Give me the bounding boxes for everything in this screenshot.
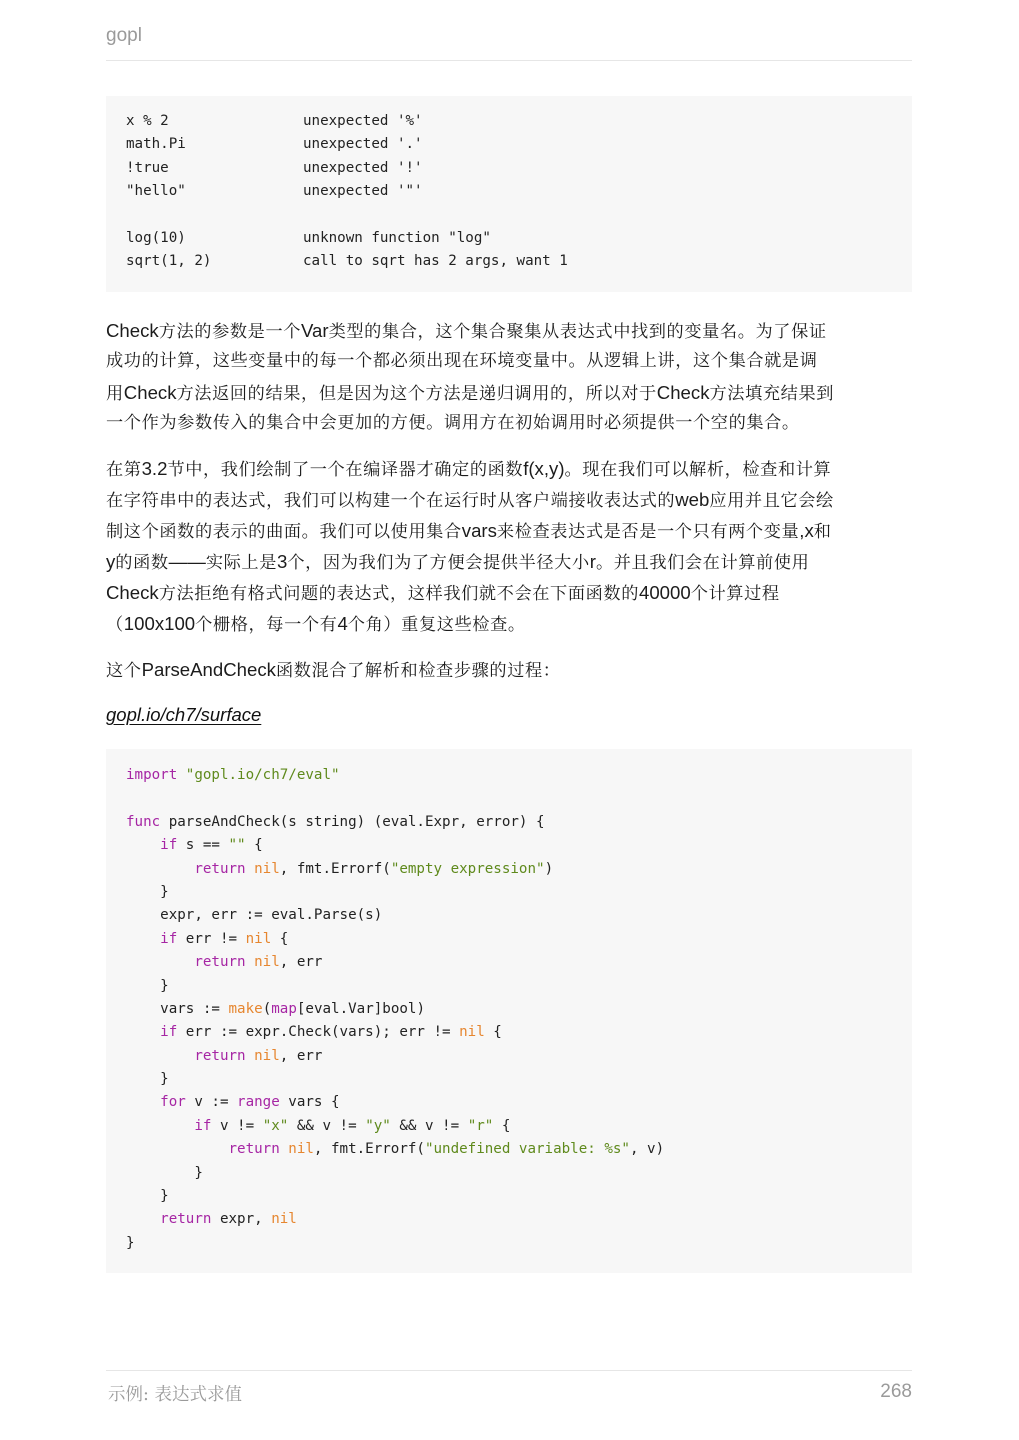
- code-line: return nil, err: [194, 954, 323, 971]
- page-header: [106, 22, 912, 61]
- code-line: }: [160, 883, 169, 900]
- code-line: func parseAndCheck(s string) (eval.Expr, error) {: [126, 813, 545, 830]
- code-line: return expr, nil: [160, 1211, 297, 1228]
- paragraph-line: 制这个函数的表示的曲面。我们可以使用集合vars来检查表达式是否是一个只有两个变量,x和: [106, 520, 832, 542]
- code-line: return nil, err: [194, 1047, 323, 1064]
- code-line: expr, err := eval.Parse(s): [160, 907, 383, 924]
- book-title: gopl: [106, 25, 142, 46]
- paragraph-line: Check方法拒绝有格式问题的表达式，这样我们就不会在下面函数的40000个计算过程: [106, 582, 780, 604]
- code-line: }: [160, 977, 169, 994]
- page-number: 268: [880, 1381, 912, 1402]
- error-table-row: [126, 204, 892, 227]
- paragraph-line: （100x100个栅格，每一个有4个角）重复这些检查。: [106, 613, 526, 635]
- paragraph-line: 一个作为参数传入的集合中会更加的方便。调用方在初始调用时必须提供一个空的集合。: [106, 413, 800, 433]
- paragraph-line: Check方法的参数是一个Var类型的集合，这个集合聚集从表达式中找到的变量名。为了保证: [106, 320, 827, 342]
- paragraph-check-method: [106, 315, 912, 439]
- code-line: return nil, fmt.Errorf("undefined variable: %s", v): [228, 1141, 665, 1158]
- error-table-row: log(10) unknown function "log": [126, 229, 491, 246]
- source-link[interactable]: gopl.io/ch7/surface: [106, 704, 262, 725]
- code-line: for v := range vars {: [160, 1094, 340, 1111]
- code-line: }: [126, 1234, 135, 1251]
- code-line: if err != nil {: [160, 930, 289, 947]
- code-line: }: [160, 1071, 169, 1088]
- error-table-row: sqrt(1, 2) call to sqrt has 2 args, want 1: [126, 253, 568, 270]
- code-line: vars := make(map[eval.Var]bool): [160, 1000, 425, 1017]
- paragraph-parse-and-check: [106, 654, 912, 685]
- paragraph-line: 在字符串中的表达式，我们可以构建一个在运行时从客户端接收表达式的web应用并且它会绘: [106, 489, 834, 511]
- code-line: import "gopl.io/ch7/eval": [126, 767, 340, 783]
- chapter-title: 示例: 表达式求值: [108, 1385, 242, 1405]
- paragraph-surface-app: [106, 453, 912, 639]
- paragraph-line: 成功的计算，这些变量中的每一个都必须出现在环境变量中。从逻辑上讲，这个集合就是调: [106, 351, 818, 371]
- paragraph-line: y的函数——实际上是3个，因为我们为了方便会提供半径大小r。并且我们会在计算前使用: [106, 551, 810, 573]
- paragraph-line: 在第3.2节中，我们绘制了一个在编译器才确定的函数f(x,y)。现在我们可以解析，检查和计算: [106, 458, 832, 480]
- code-line: if s == "" {: [160, 837, 263, 854]
- code-line: }: [194, 1164, 203, 1181]
- error-examples-code-block: [106, 96, 912, 292]
- paragraph-line: 用Check方法返回的结果，但是因为这个方法是递归调用的，所以对于Check方法填充结果到: [106, 382, 835, 404]
- code-line: return nil, fmt.Errorf("empty expression"): [194, 860, 554, 877]
- error-table-row: math.Pi unexpected '.': [126, 136, 423, 153]
- error-table-row: x % 2 unexpected '%': [126, 113, 423, 129]
- paragraph-line: 这个ParseAndCheck函数混合了解析和检查步骤的过程：: [106, 659, 561, 681]
- code-line: [126, 787, 892, 810]
- code-line: }: [160, 1188, 169, 1205]
- error-table-row: !true unexpected '!': [126, 159, 423, 176]
- code-line: if v != "x" && v != "y" && v != "r" {: [194, 1117, 511, 1134]
- code-line: if err := expr.Check(vars); err != nil {: [160, 1024, 502, 1041]
- parse-and-check-code-block: [106, 749, 912, 1273]
- error-table-row: "hello" unexpected '"': [126, 183, 423, 200]
- page-footer: [106, 1370, 912, 1421]
